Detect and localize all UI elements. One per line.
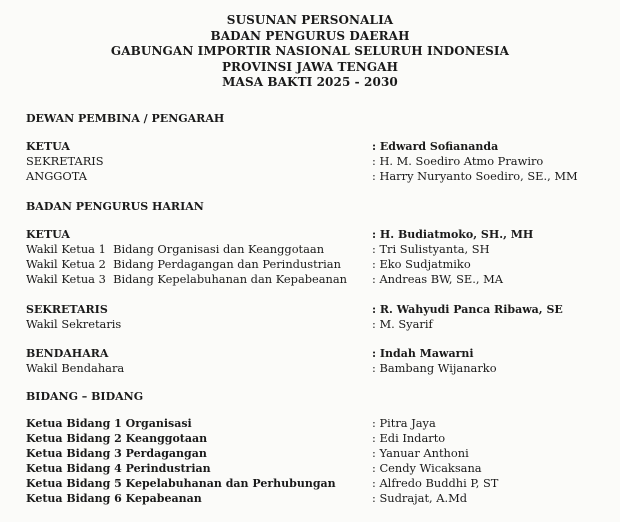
table-row	[26, 257, 606, 272]
table-row	[26, 361, 606, 376]
document-title	[0, 13, 620, 91]
person-name: : Edward Sofiananda	[372, 140, 499, 153]
person-name: : Alfredo Buddhi P, ST	[372, 476, 499, 490]
section-heading-dewan: DEWAN PEMBINA / PENGARAH	[26, 112, 225, 125]
person-name: : Harry Nuryanto Soediro, SE., MM	[372, 169, 578, 183]
role-label: Wakil Ketua 3 Bidang Kepelabuhanan dan Kepabeanan	[26, 272, 348, 286]
person-name: : Yanuar Anthoni	[372, 446, 469, 460]
title-line-1: SUSUNAN PERSONALIA	[226, 13, 394, 27]
role-label: Wakil Sekretaris	[26, 317, 122, 331]
role-label: SEKRETARIS	[26, 154, 104, 168]
role-label: Wakil Ketua 1 Bidang Organisasi dan Keanggotaan	[26, 242, 325, 256]
person-name: : Indah Mawarni	[372, 347, 474, 360]
person-name: : Andreas BW, SE., MA	[372, 272, 503, 286]
person-name: : Tri Sulistyanta, SH	[372, 242, 490, 256]
role-label: Ketua Bidang 6 Kepabeanan	[26, 492, 202, 505]
table-row	[26, 461, 606, 476]
person-name: : Pitra Jaya	[372, 416, 436, 430]
person-name: : Edi Indarto	[372, 431, 446, 445]
table-row	[26, 272, 606, 287]
person-name: : R. Wahyudi Panca Ribawa, SE	[372, 303, 563, 316]
role-label: Wakil Bendahara	[26, 361, 125, 375]
title-line-2: BADAN PENGURUS DAERAH	[210, 28, 410, 43]
role-label: ANGGOTA	[26, 169, 87, 183]
role-label: Ketua Bidang 5 Kepelabuhanan dan Perhubungan	[26, 477, 336, 490]
table-row	[26, 139, 606, 154]
role-label: BENDAHARA	[26, 347, 109, 360]
role-label: KETUA	[26, 228, 70, 241]
table-row	[26, 154, 606, 169]
role-label: KETUA	[26, 140, 70, 153]
person-name: : Cendy Wicaksana	[372, 461, 482, 475]
role-label: Ketua Bidang 1 Organisasi	[26, 417, 192, 430]
table-row	[26, 416, 606, 431]
title-line-4: PROVINSI JAWA TENGAH	[221, 59, 399, 74]
table-row	[26, 346, 606, 361]
role-label: Ketua Bidang 2 Keanggotaan	[26, 432, 208, 445]
person-name: : M. Syarif	[372, 317, 433, 331]
role-label: Ketua Bidang 3 Perdagangan	[26, 447, 207, 460]
section-heading-harian: BADAN PENGURUS HARIAN	[26, 200, 204, 213]
role-label: SEKRETARIS	[26, 303, 108, 316]
table-row	[26, 317, 606, 332]
table-row	[26, 242, 606, 257]
section-heading-bidang: BIDANG – BIDANG	[26, 390, 144, 403]
person-name: : Eko Sudjatmiko	[372, 257, 471, 271]
table-row	[26, 302, 606, 317]
title-line-3: GABUNGAN IMPORTIR NASIONAL SELURUH INDONESIA	[110, 44, 510, 58]
person-name: : Sudrajat, A.Md	[372, 491, 468, 505]
title-line-5: MASA BAKTI 2025 - 2030	[222, 75, 398, 89]
table-row	[26, 446, 606, 461]
table-row	[26, 476, 606, 491]
role-label: Wakil Ketua 2 Bidang Perdagangan dan Perindustrian	[26, 257, 341, 271]
role-label: Ketua Bidang 4 Perindustrian	[26, 462, 211, 475]
person-name: : H. Budiatmoko, SH., MH	[372, 228, 534, 241]
person-name: : H. M. Soediro Atmo Prawiro	[372, 154, 544, 168]
table-row	[26, 491, 606, 506]
table-row	[26, 227, 606, 242]
person-name: : Bambang Wijanarko	[372, 361, 497, 375]
table-row	[26, 431, 606, 446]
table-row	[26, 169, 606, 184]
